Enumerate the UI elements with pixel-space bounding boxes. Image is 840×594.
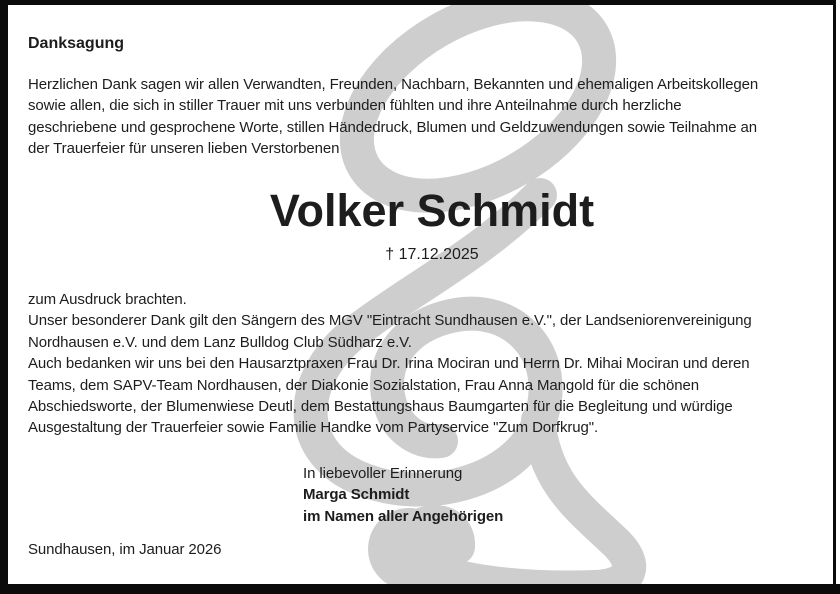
closing-block	[303, 463, 503, 527]
text-line: sowie allen, die sich in stiller Trauer mit uns verbunden fühlten und ihre Anteilnahme durch herzliche	[28, 97, 682, 115]
closing-phrase: In liebevoller Erinnerung	[303, 465, 463, 482]
border-left	[0, 0, 8, 594]
border-bottom	[0, 584, 840, 594]
text-line: der Trauerfeier für unseren lieben Verstorbenen	[28, 140, 340, 158]
text-line: zum Ausdruck brachten.	[28, 291, 187, 308]
border-top	[0, 0, 836, 5]
thanks-paragraph	[28, 74, 758, 160]
text-line: Teams, dem SAPV-Team Nordhausen, der Diakonie Sozialstation, Frau Anna Mangold für die schönen	[28, 376, 699, 394]
text-line: Nordhausen e.V. und dem Lanz Bulldog Club Südharz e.V.	[28, 333, 412, 351]
on-behalf-line: im Namen aller Angehörigen	[303, 507, 504, 525]
notice-title: Danksagung	[28, 35, 125, 52]
mourner-name: Marga Schmidt	[303, 486, 410, 504]
text-line: Ausgestaltung der Trauerfeier sowie Familie Handke vom Partyservice "Zum Dorfkrug".	[28, 419, 599, 437]
text-line: Unser besonderer Dank gilt den Sängern des MGV "Eintracht Sundhausen e.V.", der Landseniorenvereinigung	[28, 312, 752, 330]
text-line: Auch bedanken wir uns bei den Hausarztpraxen Frau Dr. Irina Mociran und Herrn Dr. Mihai Mociran und deren	[28, 355, 750, 373]
text-line: Abschiedsworte, der Blumenwiese Deutl, dem Bestattungshaus Baumgarten für die Begleitung und würdige	[28, 398, 733, 416]
text-line: geschriebene und gesprochene Worte, stillen Händedruck, Blumen und Geldzuwendungen sowie Teilnahme an	[28, 118, 757, 136]
border-right	[833, 0, 836, 594]
special-thanks-paragraph	[28, 289, 752, 439]
death-date: † 17.12.2025	[385, 246, 479, 263]
place-date-line: Sundhausen, im Januar 2026	[28, 541, 222, 558]
deceased-name: Volker Schmidt	[269, 185, 595, 236]
text-line: Herzlichen Dank sagen wir allen Verwandten, Freunden, Nachbarn, Bekannten und ehemaligen Arbeitskollegen	[28, 76, 759, 93]
